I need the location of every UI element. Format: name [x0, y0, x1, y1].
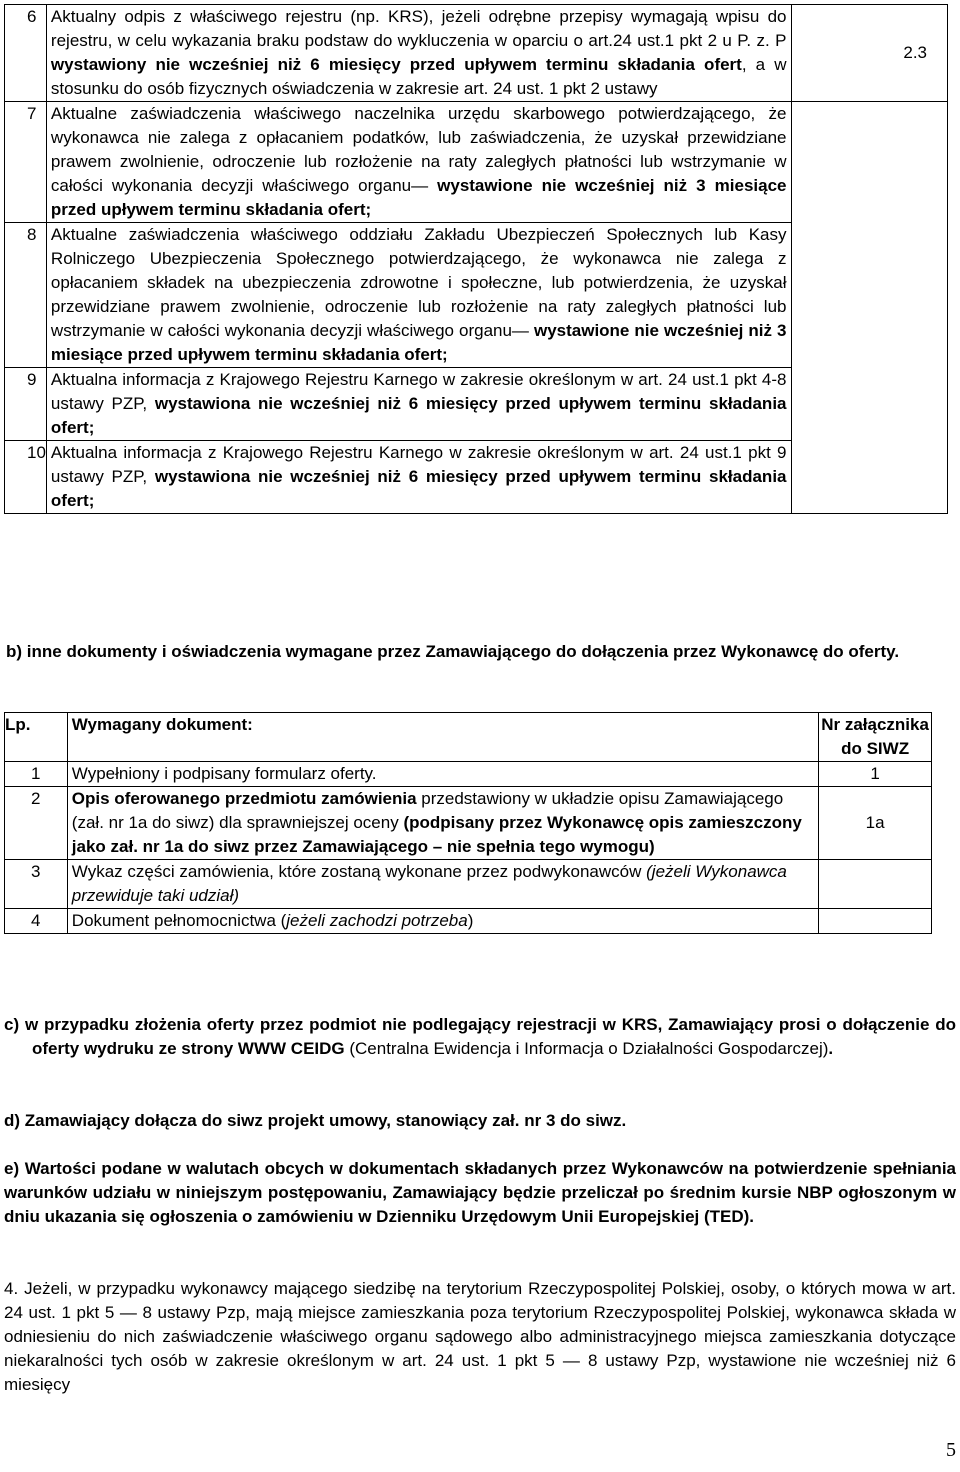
- row-text: (jeżeli Wykonawca przewiduje taki udział): [71, 862, 787, 905]
- row-number: 10: [5, 441, 47, 514]
- row-text: Aktualne zaświadczenia właściwego naczelnika urzędu skarbowego potwierdzającego, że wykonawca nie zalega z opłacaniem podatków, lub zaświadczenia, że uzyskał przewidziane prawem zwolnienie, odroczenie lub rozłożenie na raty zaległych płatności lub wstrzymanie w całości wykonania decyzji właściwego organu—: [50, 104, 787, 195]
- row-text: wystawione nie wcześniej niż 3 miesiące przed upływem terminu składania ofert;: [50, 321, 787, 364]
- documents-table-header: [5, 713, 932, 762]
- row-text: wystawiony nie wcześniej niż 6 miesięcy przed upływem terminu składania ofert: [50, 55, 742, 74]
- row-content: [46, 102, 791, 223]
- row-text: Opis oferowanego przedmiotu zamówienia: [71, 789, 417, 808]
- requirements-table: [4, 4, 948, 514]
- header-lp: Lp.: [5, 713, 68, 762]
- header-nr: Nr załącznika do SIWZ: [819, 713, 932, 762]
- row-attachment: 1: [819, 762, 932, 787]
- section-c-bold: c) w przypadku złożenia oferty przez podmiot nie podlegający rejestracji w KRS, Zamawiający prosi o dołączenie do oferty wydruku ze strony WWW CEIDG: [4, 1015, 956, 1058]
- documents-table: [4, 712, 932, 934]
- row-reference-empty: [791, 102, 948, 514]
- row-text: Aktualny odpis z właściwego rejestru (np. KRS), jeżeli odrębne przepisy wymagają wpisu do rejestru, w celu wykazania braku podstaw do wykluczenia w oparciu o art.24 ust.1 pkt 2 u P. z. P: [50, 7, 787, 50]
- table-row: [5, 102, 948, 223]
- section-b-prefix: b): [6, 642, 23, 661]
- row-text: wystawione nie wcześniej niż 3 miesiące przed upływem terminu składania ofert;: [50, 176, 787, 219]
- row-content: [67, 909, 818, 934]
- section-4: 4. Jeżeli, w przypadku wykonawcy mającego siedzibę na terytorium Rzeczypospolitej Polskiej, osoby, o których mowa w art. 24 ust. 1 pkt 5 — 8 ustawy Pzp, mają miejsce zamieszkania poza terytorium Rzeczypospolitej Polskiej, wykonawca składa w odniesieniu do nich zaświadczenie właściwego organu sądowego albo administracyjnego miejsca zamieszkania dotyczące niekaralności tych osób w zakresie określonym w art. 24 ust. 1 pkt 5 — 8 ustawy Pzp, wystawione nie wcześniej niż 6 miesięcy: [4, 1279, 956, 1394]
- header-doc: Wymagany dokument:: [67, 713, 818, 762]
- row-text: Aktualna informacja z Krajowego Rejestru Karnego w zakresie określonym w art. 24 ust.1 pkt 4-8 ustawy PZP,: [50, 370, 787, 413]
- row-text: Aktualna informacja z Krajowego Rejestru Karnego w zakresie określonym w art. 24 ust.1 pkt 9 ustawy PZP,: [50, 443, 787, 486]
- section-e: e) Wartości podane w walutach obcych w dokumentach składanych przez Wykonawców na potwierdzenie spełniania warunków udziału w niniejszym postępowaniu, Zamawiający będzie przeliczał po średnim kursie NBP ogłoszonym w dniu ukazania się ogłoszenia o zamówieniu w Dzienniku Urzędowym Unii Europejskiej (TED).: [4, 1159, 956, 1226]
- row-text: Aktualne zaświadczenia właściwego oddziału Zakładu Ubezpieczeń Społecznych lub Kasy Rolniczego Ubezpieczenia Społecznego potwierdzającego, że wykonawca nie zalega z opłacaniem składek na ubezpieczenia zdrowotne i społeczne, lub potwierdzenia, że uzyskał przewidziane prawem zwolnienie, odroczenie lub rozłożenie na raty zaległych płatności lub wstrzymanie w całości wykonania decyzji właściwego organu—: [50, 225, 787, 340]
- row-text: Dokument pełnomocnictwa (: [71, 911, 287, 930]
- row-text: (podpisany przez Wykonawcę opis zamieszczony jako zał. nr 1a do siwz przez Zamawiającego – nie spełnia tego wymogu): [71, 813, 802, 856]
- row-number: 8: [5, 223, 47, 368]
- row-content: [46, 441, 791, 514]
- row-text: ): [467, 911, 474, 930]
- row-number: 3: [5, 860, 68, 909]
- section-c-normal: (Centralna Ewidencja i Informacja o Działalności Gospodarczej): [344, 1039, 829, 1058]
- section-c-end: .: [828, 1039, 834, 1058]
- row-text: Wykaz części zamówienia, które zostaną wykonane przez podwykonawców: [71, 862, 647, 881]
- row-text: wystawiona nie wcześniej niż 6 miesięcy przed upływem terminu składania ofert;: [50, 467, 787, 510]
- table-row: [5, 762, 932, 787]
- row-text: przedstawiony w układzie opisu Zamawiającego (zał. nr 1a do siwz) dla sprawniejszej oceny: [71, 789, 784, 832]
- row-text: jeżeli zachodzi potrzeba: [286, 911, 468, 930]
- section-d: d) Zamawiający dołącza do siwz projekt umowy, stanowiący zał. nr 3 do siwz.: [4, 1111, 627, 1130]
- row-number: 1: [5, 762, 68, 787]
- row-number: 6: [5, 5, 47, 102]
- row-content: [67, 787, 818, 860]
- row-number: 2: [5, 787, 68, 860]
- table-row: [5, 860, 932, 909]
- row-content: [67, 860, 818, 909]
- row-text: Wypełniony i podpisany formularz oferty.: [71, 764, 377, 783]
- section-b: [4, 640, 956, 664]
- row-number: 4: [5, 909, 68, 934]
- row-number: 7: [5, 102, 47, 223]
- section-b-text: inne dokumenty i oświadczenia wymagane przez Zamawiającego do dołączenia przez Wykonawcę do oferty.: [26, 642, 900, 661]
- table-row: [5, 787, 932, 860]
- row-content: [46, 5, 791, 102]
- row-attachment: 1a: [819, 787, 932, 860]
- row-attachment: [819, 860, 932, 909]
- row-number: 9: [5, 368, 47, 441]
- page-number: 5: [946, 1439, 956, 1461]
- row-attachment: [819, 909, 932, 934]
- section-c: [4, 1013, 956, 1061]
- row-text: wystawiona nie wcześniej niż 6 miesięcy przed upływem terminu składania ofert;: [50, 394, 787, 437]
- table-row: [5, 5, 948, 102]
- row-text: , a w stosunku do osób fizycznych oświadczenia w zakresie art. 24 ust. 1 pkt 2 ustawy: [50, 55, 787, 98]
- row-reference: 2.3: [791, 5, 948, 102]
- table-row: [5, 909, 932, 934]
- row-content: [67, 762, 818, 787]
- row-content: [46, 223, 791, 368]
- row-content: [46, 368, 791, 441]
